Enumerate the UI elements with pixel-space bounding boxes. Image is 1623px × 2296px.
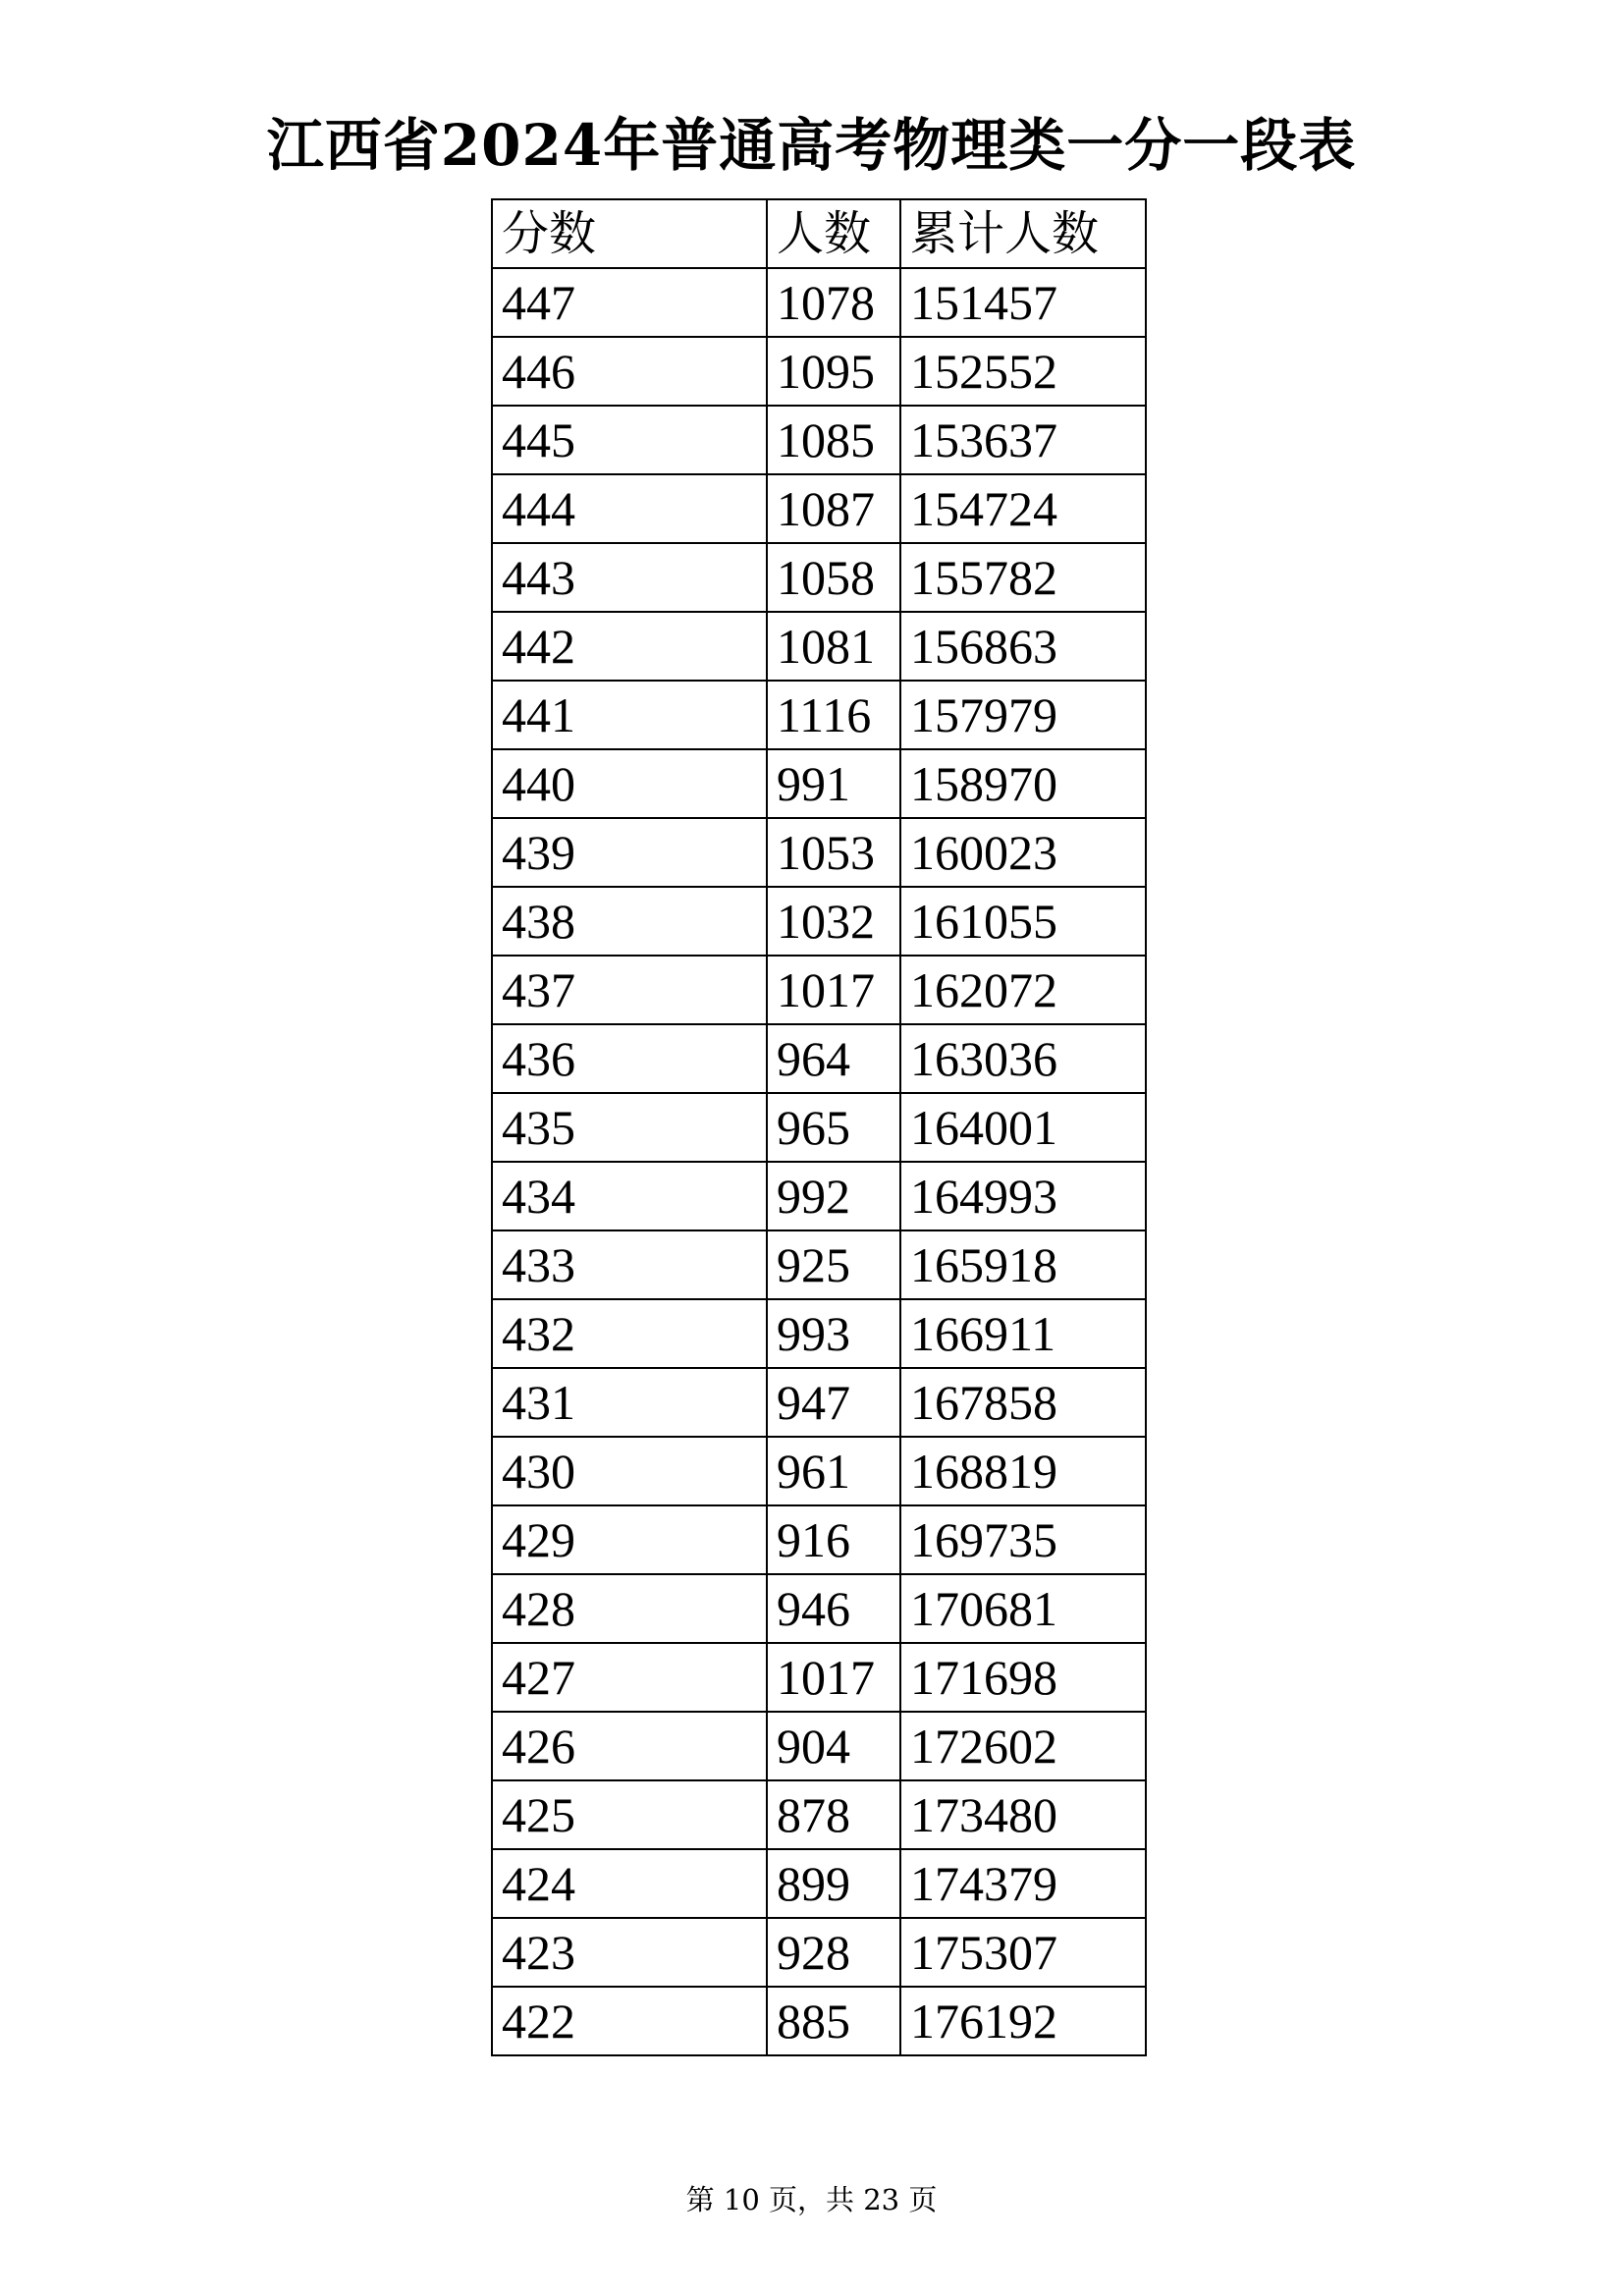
score-cell: 442 (492, 612, 767, 681)
table-row (492, 749, 1146, 818)
table-row (492, 681, 1146, 749)
table-row (492, 1024, 1146, 1093)
column-header-score: 分数 (492, 199, 767, 268)
cumulative-count-cell: 164001 (900, 1093, 1146, 1162)
page-footer: 第 10 页，共 23 页 (685, 2183, 938, 2216)
score-cell: 439 (492, 818, 767, 887)
cumulative-count-cell: 157979 (900, 681, 1146, 749)
count-cell: 992 (767, 1162, 900, 1230)
score-cell: 424 (492, 1849, 767, 1918)
count-cell: 947 (767, 1368, 900, 1437)
table-row (492, 1505, 1146, 1574)
score-cell: 433 (492, 1230, 767, 1299)
count-cell: 1058 (767, 543, 900, 612)
score-cell: 446 (492, 337, 767, 406)
score-cell: 429 (492, 1505, 767, 1574)
score-cell: 443 (492, 543, 767, 612)
cumulative-count-cell: 171698 (900, 1643, 1146, 1712)
cumulative-count-cell: 163036 (900, 1024, 1146, 1093)
count-cell: 885 (767, 1987, 900, 2055)
count-cell: 965 (767, 1093, 900, 1162)
table-row (492, 1712, 1146, 1780)
cumulative-count-cell: 174379 (900, 1849, 1146, 1918)
cumulative-count-cell: 160023 (900, 818, 1146, 887)
score-cell: 447 (492, 268, 767, 337)
count-cell: 1078 (767, 268, 900, 337)
table-row (492, 474, 1146, 543)
score-cell: 426 (492, 1712, 767, 1780)
cumulative-count-cell: 155782 (900, 543, 1146, 612)
cumulative-count-cell: 175307 (900, 1918, 1146, 1987)
cumulative-count-cell: 164993 (900, 1162, 1146, 1230)
score-distribution-table (491, 198, 1147, 2056)
cumulative-count-cell: 153637 (900, 406, 1146, 474)
count-cell: 961 (767, 1437, 900, 1505)
table-row (492, 1780, 1146, 1849)
score-cell: 434 (492, 1162, 767, 1230)
score-cell: 444 (492, 474, 767, 543)
table-row (492, 1093, 1146, 1162)
count-cell: 964 (767, 1024, 900, 1093)
table-row (492, 406, 1146, 474)
count-cell: 991 (767, 749, 900, 818)
cumulative-count-cell: 168819 (900, 1437, 1146, 1505)
count-cell: 1095 (767, 337, 900, 406)
table-row (492, 1849, 1146, 1918)
column-header-count: 人数 (767, 199, 900, 268)
cumulative-count-cell: 161055 (900, 887, 1146, 956)
table-row (492, 1987, 1146, 2055)
cumulative-count-cell: 162072 (900, 956, 1146, 1024)
count-cell: 899 (767, 1849, 900, 1918)
cumulative-count-cell: 158970 (900, 749, 1146, 818)
cumulative-count-cell: 169735 (900, 1505, 1146, 1574)
table-row (492, 1299, 1146, 1368)
score-cell: 437 (492, 956, 767, 1024)
score-cell: 435 (492, 1093, 767, 1162)
table-row (492, 1437, 1146, 1505)
score-cell: 431 (492, 1368, 767, 1437)
table-row (492, 337, 1146, 406)
table-row (492, 1643, 1146, 1712)
score-cell: 438 (492, 887, 767, 956)
score-cell: 445 (492, 406, 767, 474)
count-cell: 946 (767, 1574, 900, 1643)
score-cell: 428 (492, 1574, 767, 1643)
count-cell: 925 (767, 1230, 900, 1299)
score-cell: 430 (492, 1437, 767, 1505)
cumulative-count-cell: 167858 (900, 1368, 1146, 1437)
score-cell: 436 (492, 1024, 767, 1093)
score-cell: 432 (492, 1299, 767, 1368)
table-row (492, 612, 1146, 681)
count-cell: 1032 (767, 887, 900, 956)
count-cell: 904 (767, 1712, 900, 1780)
table-row (492, 818, 1146, 887)
table-row (492, 543, 1146, 612)
cumulative-count-cell: 172602 (900, 1712, 1146, 1780)
cumulative-count-cell: 156863 (900, 612, 1146, 681)
score-cell: 422 (492, 1987, 767, 2055)
count-cell: 916 (767, 1505, 900, 1574)
cumulative-count-cell: 152552 (900, 337, 1146, 406)
count-cell: 1081 (767, 612, 900, 681)
column-header-cumulative: 累计人数 (900, 199, 1146, 268)
table-row (492, 1230, 1146, 1299)
cumulative-count-cell: 166911 (900, 1299, 1146, 1368)
cumulative-count-cell: 151457 (900, 268, 1146, 337)
count-cell: 878 (767, 1780, 900, 1849)
cumulative-count-cell: 176192 (900, 1987, 1146, 2055)
table-row (492, 1574, 1146, 1643)
table-header-row (492, 199, 1146, 268)
score-cell: 440 (492, 749, 767, 818)
count-cell: 1017 (767, 956, 900, 1024)
table-row (492, 956, 1146, 1024)
count-cell: 1053 (767, 818, 900, 887)
page-title: 江西省2024年普通高考物理类一分一段表 (266, 112, 1357, 179)
score-cell: 441 (492, 681, 767, 749)
score-cell: 423 (492, 1918, 767, 1987)
count-cell: 993 (767, 1299, 900, 1368)
score-cell: 427 (492, 1643, 767, 1712)
table-row (492, 268, 1146, 337)
cumulative-count-cell: 165918 (900, 1230, 1146, 1299)
count-cell: 1116 (767, 681, 900, 749)
table-row (492, 1162, 1146, 1230)
table-row (492, 887, 1146, 956)
cumulative-count-cell: 154724 (900, 474, 1146, 543)
table-row (492, 1368, 1146, 1437)
table-row (492, 1918, 1146, 1987)
score-cell: 425 (492, 1780, 767, 1849)
cumulative-count-cell: 170681 (900, 1574, 1146, 1643)
table-body (492, 268, 1146, 2055)
cumulative-count-cell: 173480 (900, 1780, 1146, 1849)
count-cell: 1017 (767, 1643, 900, 1712)
count-cell: 1085 (767, 406, 900, 474)
count-cell: 1087 (767, 474, 900, 543)
count-cell: 928 (767, 1918, 900, 1987)
